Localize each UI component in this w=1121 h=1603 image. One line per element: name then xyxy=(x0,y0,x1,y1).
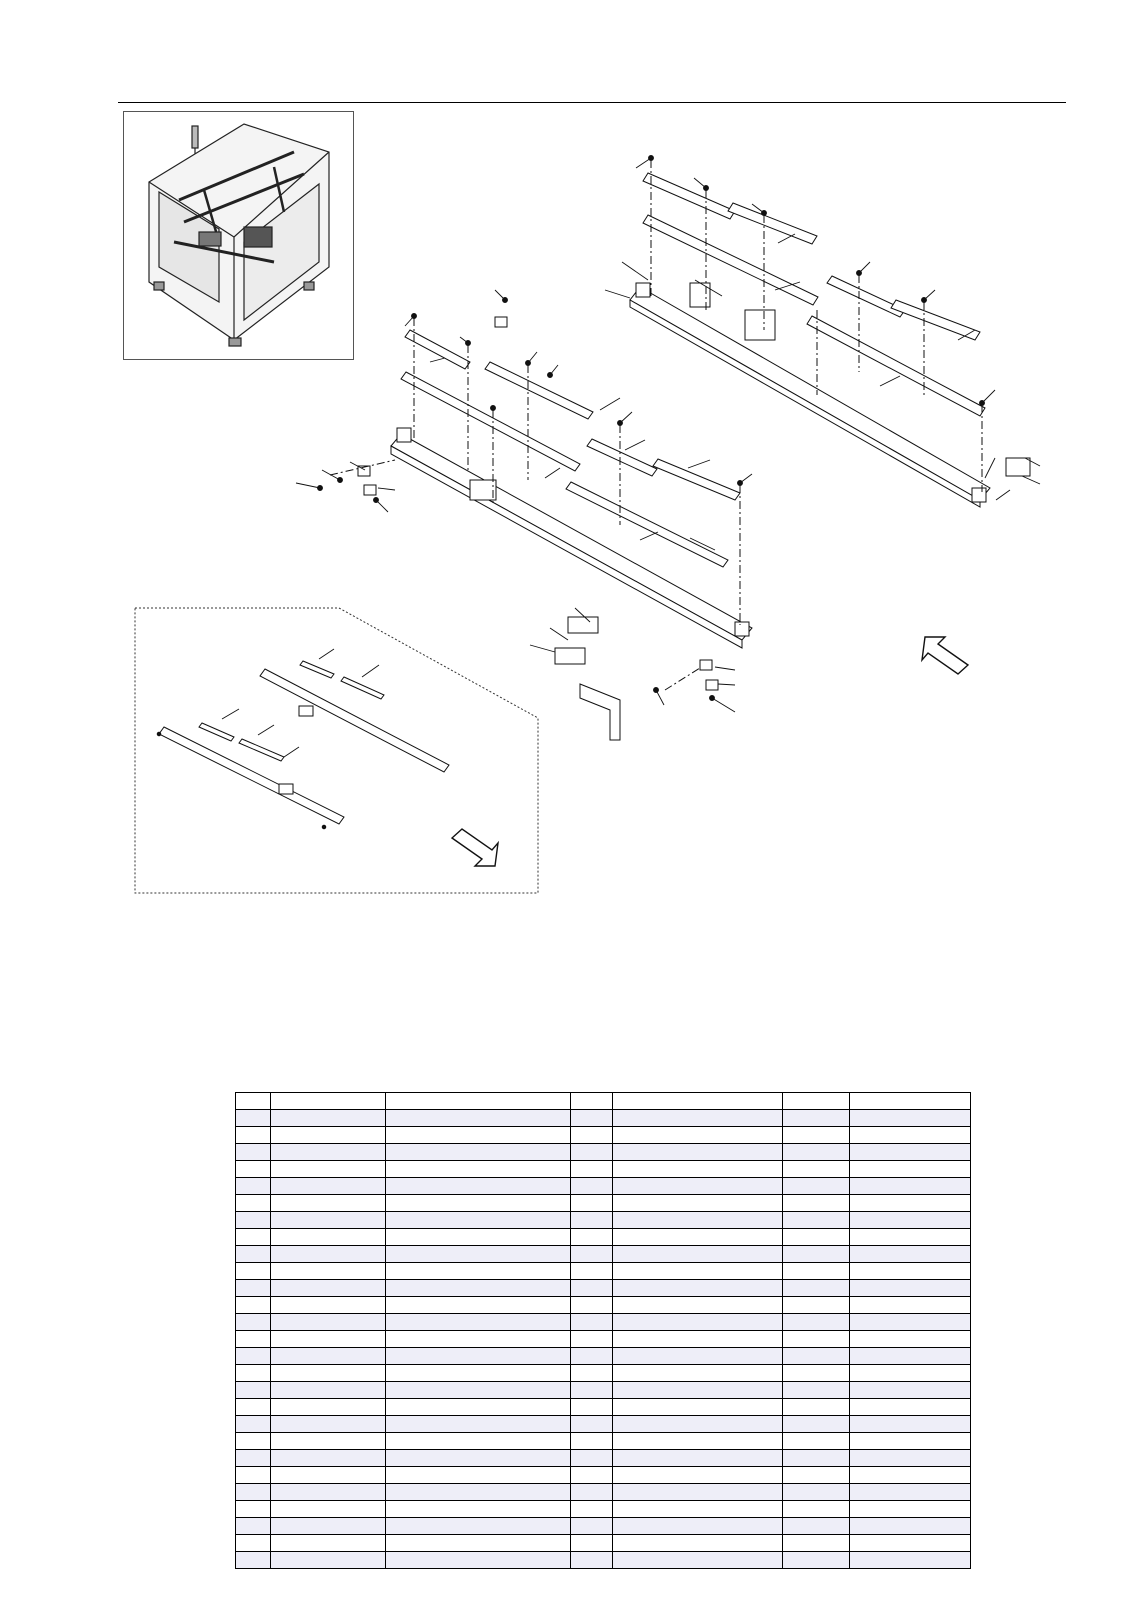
table-cell xyxy=(850,1229,971,1246)
table-cell xyxy=(271,1093,386,1110)
parts-list-table xyxy=(235,1092,971,1569)
table-cell xyxy=(850,1280,971,1297)
table-cell xyxy=(571,1280,613,1297)
table-cell xyxy=(571,1127,613,1144)
table-row xyxy=(236,1399,971,1416)
table-cell xyxy=(850,1246,971,1263)
table-cell xyxy=(783,1331,850,1348)
table-cell xyxy=(613,1467,783,1484)
table-cell xyxy=(613,1263,783,1280)
table-row xyxy=(236,1467,971,1484)
table-cell xyxy=(271,1297,386,1314)
rear-upper-rails xyxy=(643,173,985,416)
table-cell xyxy=(783,1280,850,1297)
inset-front-beam xyxy=(159,727,344,824)
table-cell xyxy=(271,1110,386,1127)
table-cell xyxy=(236,1161,271,1178)
table-cell xyxy=(236,1263,271,1280)
table-cell xyxy=(783,1144,850,1161)
table-cell xyxy=(271,1178,386,1195)
table-cell xyxy=(571,1450,613,1467)
table-cell xyxy=(571,1246,613,1263)
table-cell xyxy=(386,1297,571,1314)
table-cell xyxy=(613,1178,783,1195)
table-cell xyxy=(271,1348,386,1365)
table-cell xyxy=(271,1552,386,1569)
table-cell xyxy=(613,1280,783,1297)
table-cell xyxy=(386,1246,571,1263)
table-row xyxy=(236,1365,971,1382)
table-cell xyxy=(571,1263,613,1280)
table-row xyxy=(236,1348,971,1365)
table-cell xyxy=(783,1501,850,1518)
table-cell xyxy=(386,1484,571,1501)
table-cell xyxy=(613,1161,783,1178)
table-cell xyxy=(386,1161,571,1178)
table-cell xyxy=(386,1552,571,1569)
table-row xyxy=(236,1127,971,1144)
table-cell xyxy=(783,1110,850,1127)
table-row xyxy=(236,1331,971,1348)
table-cell xyxy=(783,1467,850,1484)
table-cell xyxy=(850,1518,971,1535)
table-cell xyxy=(613,1144,783,1161)
table-cell xyxy=(236,1144,271,1161)
table-row xyxy=(236,1110,971,1127)
table-cell xyxy=(271,1399,386,1416)
table-cell xyxy=(271,1212,386,1229)
table-cell xyxy=(783,1263,850,1280)
table-cell xyxy=(236,1280,271,1297)
table-cell xyxy=(850,1348,971,1365)
table-cell xyxy=(850,1314,971,1331)
table-cell xyxy=(850,1195,971,1212)
table-cell xyxy=(386,1365,571,1382)
table-cell xyxy=(850,1212,971,1229)
table-row xyxy=(236,1484,971,1501)
table-cell xyxy=(236,1195,271,1212)
table-cell xyxy=(236,1535,271,1552)
table-cell xyxy=(613,1246,783,1263)
table-cell xyxy=(271,1365,386,1382)
table-cell xyxy=(386,1110,571,1127)
table-cell xyxy=(386,1229,571,1246)
table-cell xyxy=(783,1382,850,1399)
table-cell xyxy=(271,1484,386,1501)
table-cell xyxy=(783,1178,850,1195)
table-cell xyxy=(386,1382,571,1399)
table-cell xyxy=(271,1331,386,1348)
rear-direction-arrow xyxy=(922,637,968,674)
table-cell xyxy=(613,1433,783,1450)
table-cell xyxy=(236,1093,271,1110)
table-cell xyxy=(271,1450,386,1467)
table-cell xyxy=(613,1382,783,1399)
table-cell xyxy=(613,1331,783,1348)
table-cell xyxy=(613,1229,783,1246)
table-cell xyxy=(236,1314,271,1331)
table-cell xyxy=(850,1382,971,1399)
table-cell xyxy=(850,1535,971,1552)
table-row xyxy=(236,1144,971,1161)
table-cell xyxy=(850,1552,971,1569)
table-cell xyxy=(571,1178,613,1195)
table-cell xyxy=(236,1382,271,1399)
table-cell xyxy=(571,1229,613,1246)
table-cell xyxy=(236,1178,271,1195)
table-cell xyxy=(386,1450,571,1467)
table-cell xyxy=(613,1314,783,1331)
table-cell xyxy=(850,1297,971,1314)
table-cell xyxy=(236,1467,271,1484)
table-cell xyxy=(236,1416,271,1433)
table-cell xyxy=(271,1127,386,1144)
table-cell xyxy=(386,1467,571,1484)
table-cell xyxy=(571,1195,613,1212)
table-cell xyxy=(236,1229,271,1246)
table-cell xyxy=(850,1501,971,1518)
table-cell xyxy=(613,1552,783,1569)
table-cell xyxy=(236,1450,271,1467)
table-cell xyxy=(386,1501,571,1518)
table-row xyxy=(236,1518,971,1535)
table-cell xyxy=(236,1518,271,1535)
table-cell xyxy=(783,1229,850,1246)
table-cell xyxy=(783,1246,850,1263)
table-cell xyxy=(236,1246,271,1263)
table-cell xyxy=(236,1331,271,1348)
table-cell xyxy=(850,1450,971,1467)
table-cell xyxy=(613,1501,783,1518)
table-cell xyxy=(571,1297,613,1314)
table-cell xyxy=(783,1450,850,1467)
table-cell xyxy=(271,1535,386,1552)
table-cell xyxy=(613,1484,783,1501)
table-row xyxy=(236,1280,971,1297)
table-cell xyxy=(613,1195,783,1212)
table-row xyxy=(236,1229,971,1246)
table-cell xyxy=(571,1161,613,1178)
parts-table-body xyxy=(236,1093,971,1569)
table-cell xyxy=(386,1178,571,1195)
table-cell xyxy=(386,1518,571,1535)
table-cell xyxy=(571,1348,613,1365)
table-cell xyxy=(571,1399,613,1416)
table-cell xyxy=(571,1552,613,1569)
table-cell xyxy=(271,1280,386,1297)
table-cell xyxy=(850,1416,971,1433)
table-cell xyxy=(571,1484,613,1501)
table-row xyxy=(236,1450,971,1467)
table-cell xyxy=(271,1161,386,1178)
table-cell xyxy=(850,1093,971,1110)
table-cell xyxy=(386,1314,571,1331)
table-cell xyxy=(571,1518,613,1535)
table-row xyxy=(236,1314,971,1331)
table-cell xyxy=(236,1297,271,1314)
table-row xyxy=(236,1246,971,1263)
table-row xyxy=(236,1212,971,1229)
table-cell xyxy=(271,1501,386,1518)
table-cell xyxy=(613,1416,783,1433)
table-cell xyxy=(571,1331,613,1348)
table-cell xyxy=(783,1195,850,1212)
table-row xyxy=(236,1093,971,1110)
table-cell xyxy=(236,1484,271,1501)
table-cell xyxy=(236,1552,271,1569)
table-cell xyxy=(613,1297,783,1314)
table-row xyxy=(236,1416,971,1433)
table-cell xyxy=(783,1297,850,1314)
table-cell xyxy=(271,1467,386,1484)
table-row xyxy=(236,1161,971,1178)
table-row xyxy=(236,1297,971,1314)
table-cell xyxy=(850,1110,971,1127)
table-cell xyxy=(783,1552,850,1569)
table-cell xyxy=(783,1127,850,1144)
table-cell xyxy=(850,1161,971,1178)
table-cell xyxy=(571,1093,613,1110)
table-cell xyxy=(850,1144,971,1161)
table-cell xyxy=(783,1161,850,1178)
table-cell xyxy=(613,1348,783,1365)
table-cell xyxy=(386,1093,571,1110)
table-row xyxy=(236,1535,971,1552)
table-cell xyxy=(571,1416,613,1433)
table-cell xyxy=(613,1093,783,1110)
table-cell xyxy=(571,1314,613,1331)
table-cell xyxy=(571,1433,613,1450)
table-cell xyxy=(571,1365,613,1382)
table-cell xyxy=(571,1501,613,1518)
table-cell xyxy=(783,1348,850,1365)
table-cell xyxy=(236,1399,271,1416)
table-cell xyxy=(236,1501,271,1518)
table-row xyxy=(236,1178,971,1195)
table-cell xyxy=(783,1212,850,1229)
table-cell xyxy=(271,1263,386,1280)
table-cell xyxy=(236,1365,271,1382)
table-cell xyxy=(783,1518,850,1535)
table-cell xyxy=(850,1433,971,1450)
table-row xyxy=(236,1263,971,1280)
table-cell xyxy=(271,1416,386,1433)
table-cell xyxy=(783,1399,850,1416)
table-cell xyxy=(271,1246,386,1263)
table-cell xyxy=(783,1416,850,1433)
table-cell xyxy=(613,1450,783,1467)
table-cell xyxy=(386,1280,571,1297)
table-cell xyxy=(386,1348,571,1365)
table-cell xyxy=(271,1382,386,1399)
table-cell xyxy=(571,1144,613,1161)
table-cell xyxy=(783,1093,850,1110)
table-cell xyxy=(850,1484,971,1501)
table-cell xyxy=(386,1263,571,1280)
table-cell xyxy=(386,1195,571,1212)
table-cell xyxy=(850,1178,971,1195)
table-cell xyxy=(783,1484,850,1501)
table-cell xyxy=(236,1110,271,1127)
table-cell xyxy=(386,1399,571,1416)
table-cell xyxy=(613,1535,783,1552)
table-cell xyxy=(571,1382,613,1399)
table-cell xyxy=(783,1433,850,1450)
table-cell xyxy=(236,1127,271,1144)
table-cell xyxy=(613,1399,783,1416)
table-cell xyxy=(783,1314,850,1331)
table-cell xyxy=(271,1144,386,1161)
table-cell xyxy=(271,1433,386,1450)
table-cell xyxy=(613,1110,783,1127)
table-cell xyxy=(386,1331,571,1348)
table-cell xyxy=(386,1416,571,1433)
table-cell xyxy=(236,1433,271,1450)
table-cell xyxy=(783,1365,850,1382)
table-cell xyxy=(850,1399,971,1416)
table-cell xyxy=(850,1467,971,1484)
table-cell xyxy=(850,1127,971,1144)
table-cell xyxy=(386,1127,571,1144)
table-cell xyxy=(783,1535,850,1552)
alternative-assembly-inset xyxy=(134,607,539,894)
table-cell xyxy=(271,1518,386,1535)
table-row xyxy=(236,1195,971,1212)
table-cell xyxy=(571,1212,613,1229)
table-cell xyxy=(613,1518,783,1535)
table-cell xyxy=(386,1212,571,1229)
table-cell xyxy=(386,1144,571,1161)
table-row xyxy=(236,1433,971,1450)
table-cell xyxy=(613,1212,783,1229)
table-cell xyxy=(271,1314,386,1331)
table-cell xyxy=(613,1127,783,1144)
table-cell xyxy=(850,1263,971,1280)
table-cell xyxy=(850,1331,971,1348)
table-cell xyxy=(386,1433,571,1450)
table-cell xyxy=(271,1195,386,1212)
table-row xyxy=(236,1501,971,1518)
table-cell xyxy=(271,1229,386,1246)
table-row xyxy=(236,1382,971,1399)
table-cell xyxy=(571,1535,613,1552)
table-cell xyxy=(850,1365,971,1382)
table-cell xyxy=(236,1212,271,1229)
table-cell xyxy=(571,1110,613,1127)
table-cell xyxy=(386,1535,571,1552)
table-cell xyxy=(613,1365,783,1382)
table-cell xyxy=(571,1467,613,1484)
table-row xyxy=(236,1552,971,1569)
table-cell xyxy=(236,1348,271,1365)
